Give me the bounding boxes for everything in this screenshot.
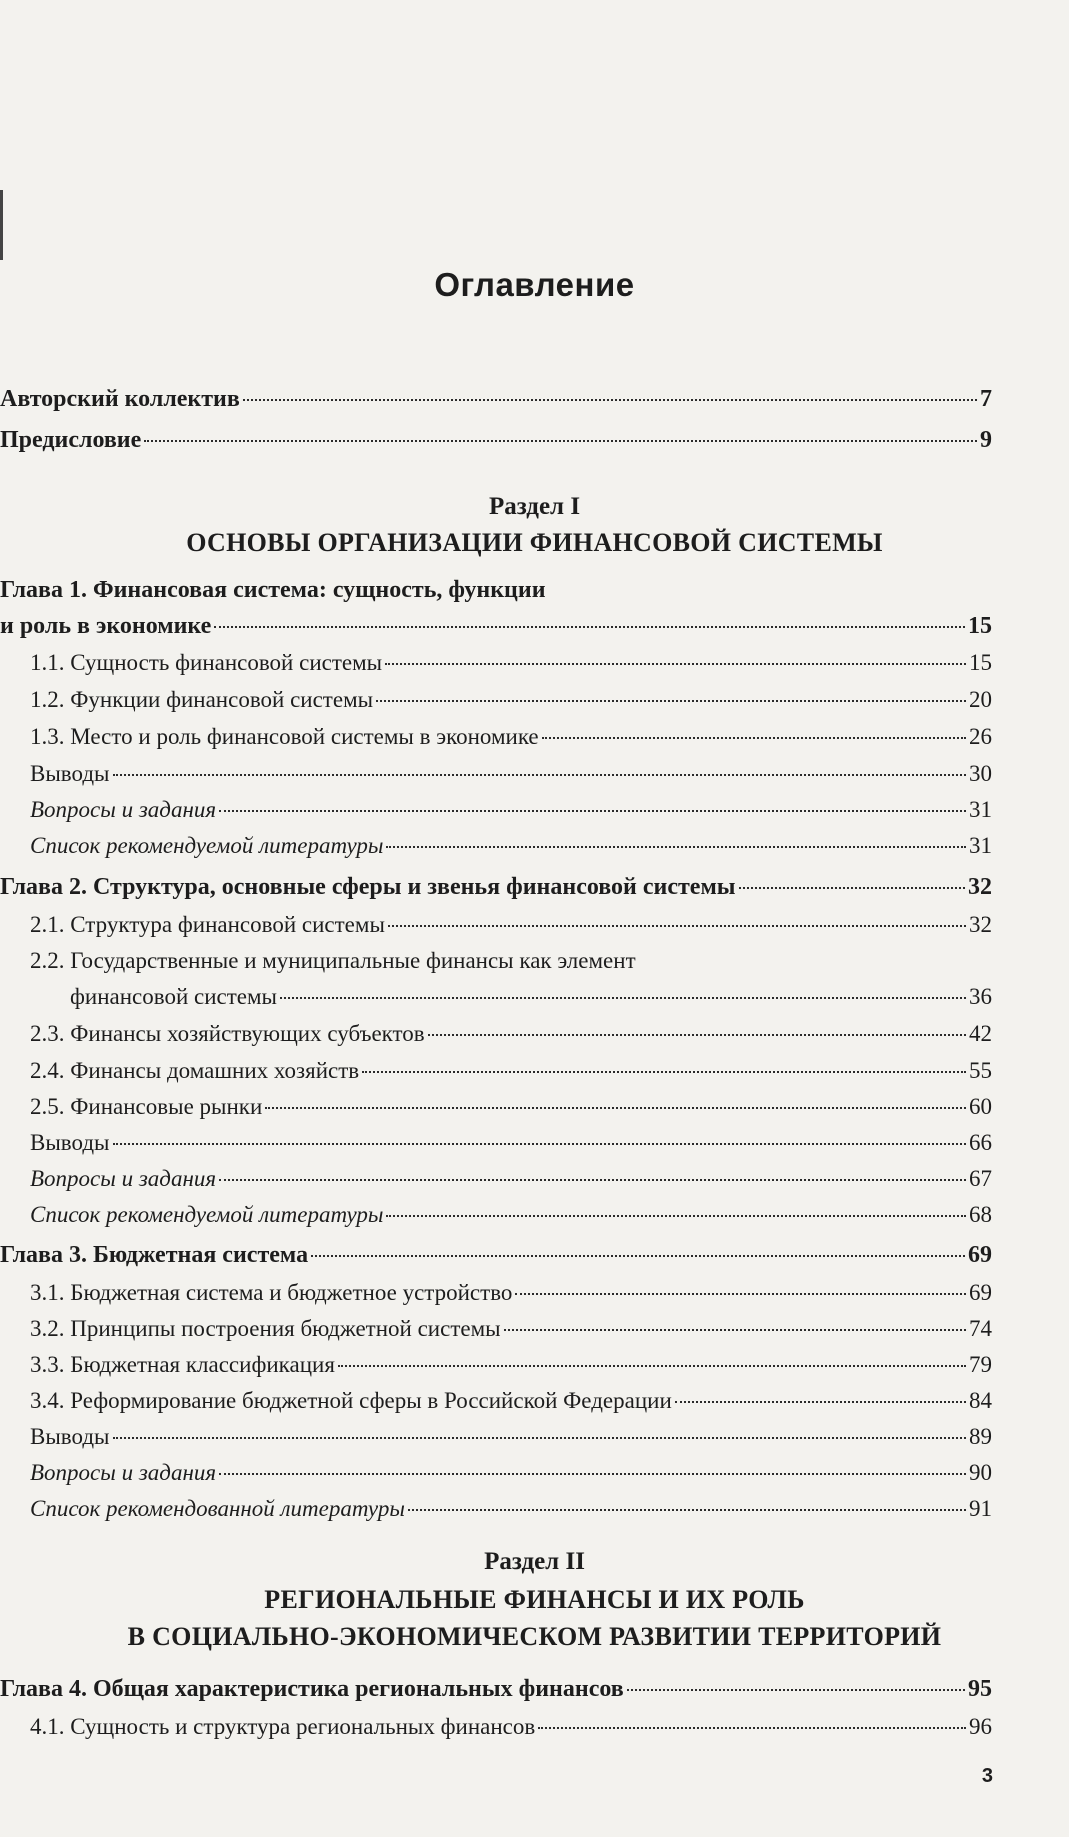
- toc-subentry: 3.3. Бюджетная классификация 79: [30, 1352, 992, 1377]
- dot-leader: [243, 399, 977, 401]
- toc-subentry: Выводы 89: [30, 1424, 992, 1449]
- dot-leader: [428, 1034, 966, 1036]
- toc-subentry: Список рекомендованной литературы 91: [30, 1496, 992, 1521]
- dot-leader: [675, 1401, 966, 1403]
- toc-subentry: Список рекомендуемой литературы 31: [30, 833, 992, 858]
- dot-leader: [219, 810, 966, 812]
- dot-leader: [311, 1255, 965, 1257]
- dot-leader: [408, 1509, 966, 1511]
- dot-leader: [627, 1689, 965, 1691]
- toc-subentry: 4.1. Сущность и структура региональных финансов 96: [30, 1714, 992, 1739]
- toc-subentry: 3.1. Бюджетная система и бюджетное устройство 69: [30, 1280, 992, 1305]
- toc-subentry: 1.3. Место и роль финансовой системы в экономике 26: [30, 724, 992, 749]
- dot-leader: [362, 1071, 966, 1073]
- toc-subentry: 3.4. Реформирование бюджетной сферы в Российской Федерации 84: [30, 1388, 992, 1413]
- dot-leader: [280, 997, 966, 999]
- toc-subentry: 2.3. Финансы хозяйствующих субъектов 42: [30, 1021, 992, 1046]
- toc-subentry: Выводы 66: [30, 1130, 992, 1155]
- dot-leader: [542, 737, 966, 739]
- section-title: РЕГИОНАЛЬНЫЕ ФИНАНСЫ И ИХ РОЛЬ: [264, 1585, 805, 1614]
- chapter-title: Глава 1. Финансовая система: сущность, функции: [0, 577, 546, 603]
- toc-entry-preface: Предисловие 9: [0, 427, 992, 453]
- dot-leader: [388, 925, 966, 927]
- section-number: Раздел I: [488, 493, 581, 520]
- toc-subentry: 3.2. Принципы построения бюджетной системы 74: [30, 1316, 992, 1341]
- chapter-entry: и роль в экономике 15: [0, 613, 992, 639]
- chapter-entry: Глава 4. Общая характеристика региональных финансов 95: [0, 1676, 992, 1702]
- toc-subentry: 1.1. Сущность финансовой системы 15: [30, 650, 992, 675]
- section-title: ОСНОВЫ ОРГАНИЗАЦИИ ФИНАНСОВОЙ СИСТЕМЫ: [186, 528, 883, 557]
- toc-subentry: финансовой системы 36: [70, 984, 992, 1009]
- page-title: Оглавление: [434, 266, 635, 303]
- toc-subentry: Список рекомендуемой литературы 68: [30, 1202, 992, 1227]
- dot-leader: [113, 1437, 967, 1439]
- toc-subentry: 2.1. Структура финансовой системы 32: [30, 912, 992, 937]
- toc-subentry: 2.5. Финансовые рынки 60: [30, 1094, 992, 1119]
- dot-leader: [338, 1365, 966, 1367]
- section-title: В СОЦИАЛЬНО-ЭКОНОМИЧЕСКОМ РАЗВИТИИ ТЕРРИТОРИЙ: [127, 1622, 942, 1651]
- page-edge-mark: [0, 190, 3, 260]
- chapter-entry: Глава 3. Бюджетная система 69: [0, 1242, 992, 1268]
- dot-leader: [113, 774, 967, 776]
- dot-leader: [113, 1143, 967, 1145]
- dot-leader: [538, 1727, 966, 1729]
- dot-leader: [739, 887, 965, 889]
- dot-leader: [386, 1215, 966, 1217]
- toc-subentry: Вопросы и задания 67: [30, 1166, 992, 1191]
- dot-leader: [376, 700, 966, 702]
- page-number: 3: [981, 1765, 993, 1787]
- dot-leader: [504, 1329, 966, 1331]
- dot-leader: [515, 1293, 966, 1295]
- toc-subentry: Вопросы и задания 31: [30, 797, 992, 822]
- dot-leader: [386, 846, 966, 848]
- toc-subentry: Выводы 30: [30, 761, 992, 786]
- toc-subentry: 2.4. Финансы домашних хозяйств 55: [30, 1058, 992, 1083]
- toc-entry-authors: Авторский коллектив 7: [0, 386, 992, 412]
- toc-subentry: Вопросы и задания 90: [30, 1460, 992, 1485]
- toc-subentry: 1.2. Функции финансовой системы 20: [30, 687, 992, 712]
- dot-leader: [385, 663, 966, 665]
- dot-leader: [219, 1179, 966, 1181]
- dot-leader: [144, 440, 977, 442]
- section-number: Раздел II: [484, 1548, 585, 1575]
- dot-leader: [219, 1473, 966, 1475]
- chapter-entry: Глава 2. Структура, основные сферы и звенья финансовой системы 32: [0, 874, 992, 900]
- toc-subentry-line1: 2.2. Государственные и муниципальные финансы как элемент: [30, 948, 636, 973]
- dot-leader: [265, 1107, 966, 1109]
- dot-leader: [214, 626, 965, 628]
